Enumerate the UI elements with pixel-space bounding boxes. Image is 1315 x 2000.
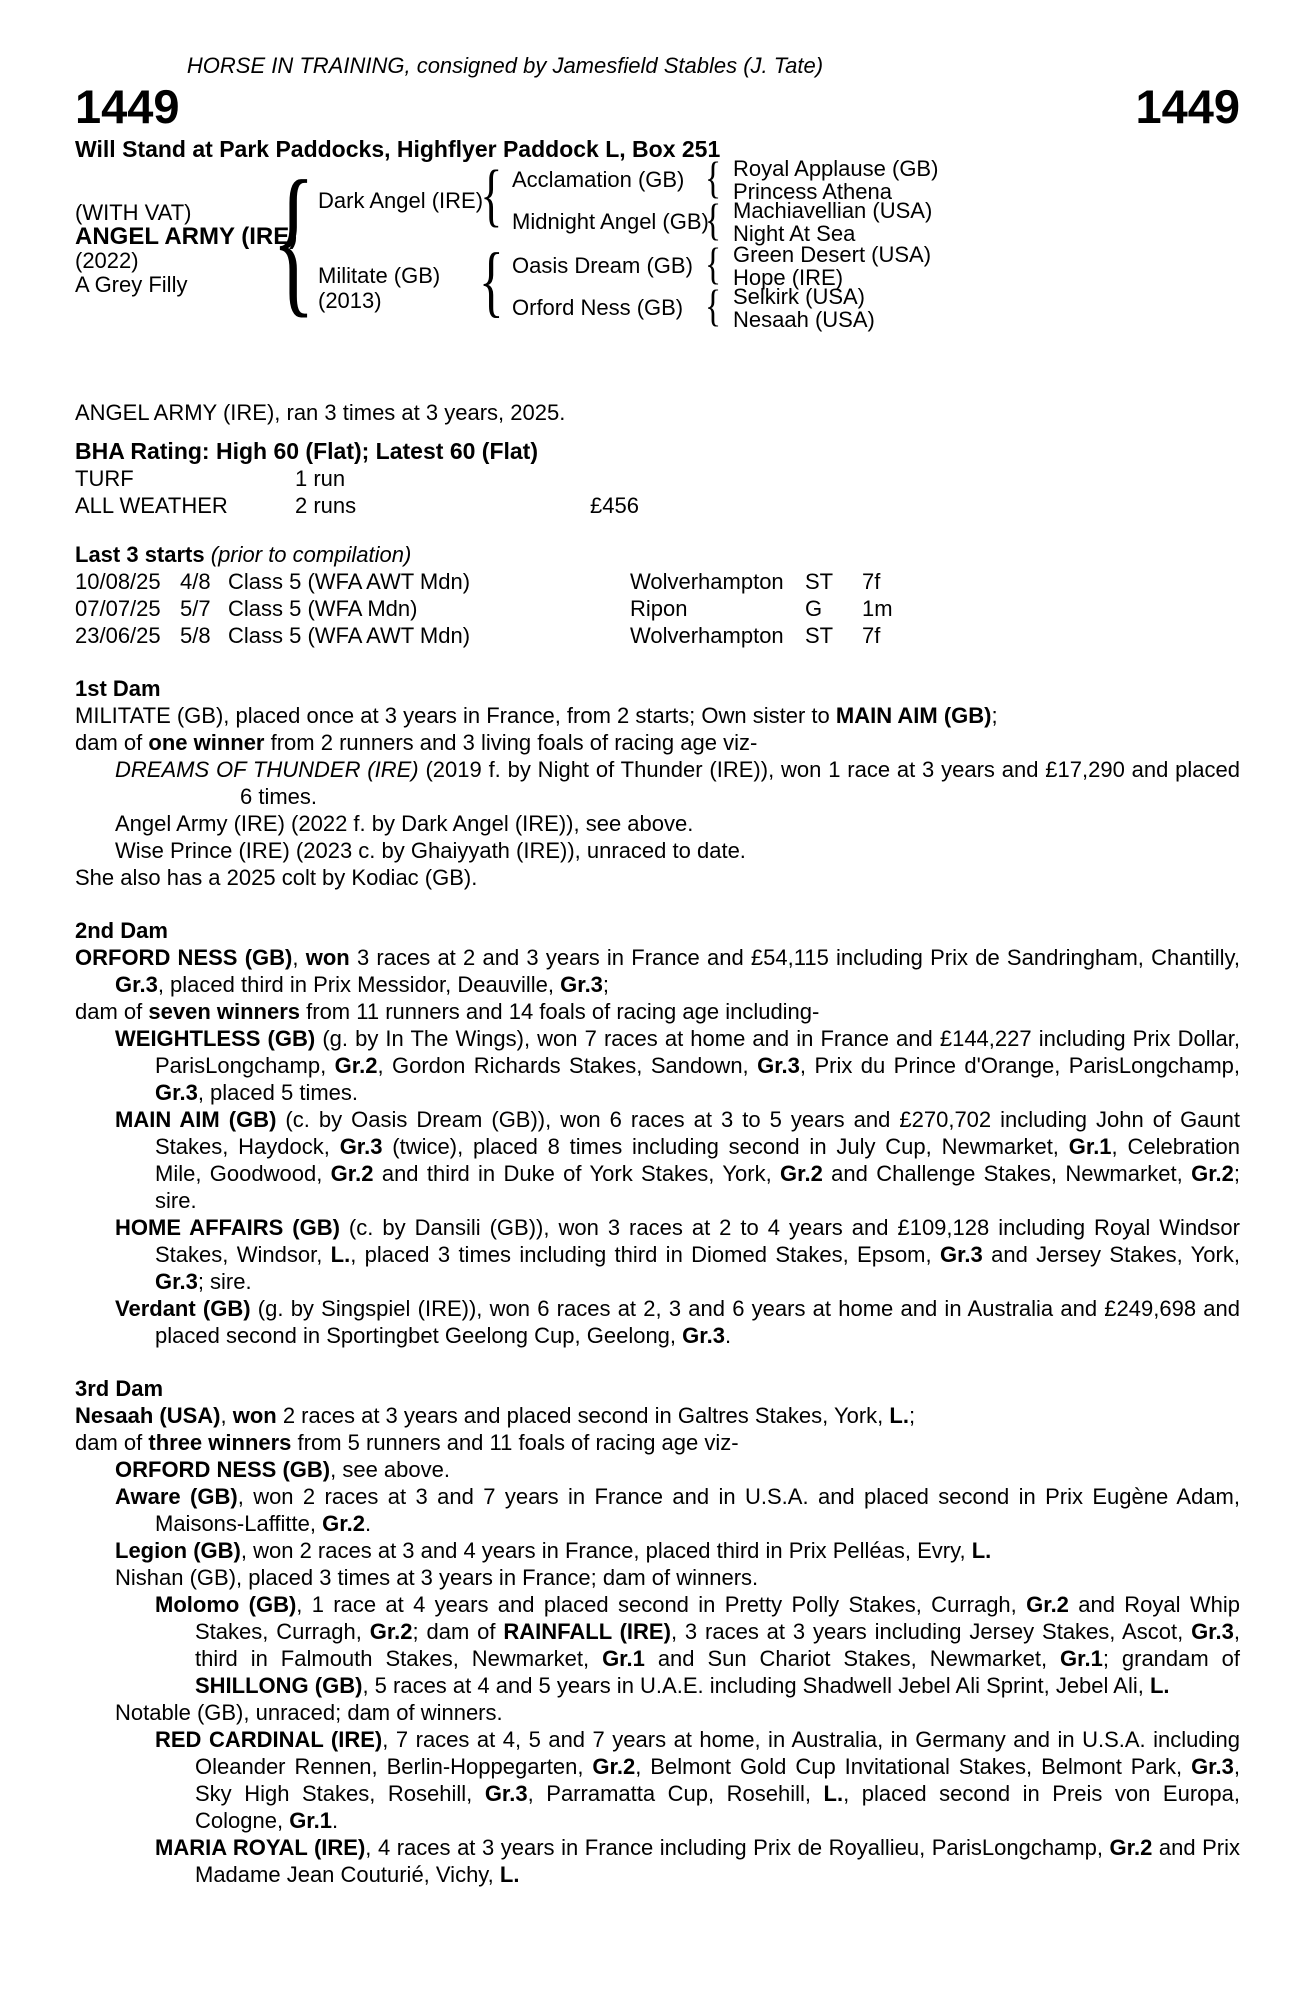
consignor-line: HORSE IN TRAINING, consigned by Jamesfield Stables (J. Tate) bbox=[186, 53, 824, 78]
ancestor-name: Night At Sea bbox=[733, 221, 856, 246]
pedigree-paragraph: DREAMS OF THUNDER (IRE) (2019 f. by Night of Thunder (IRE)), won 1 race at 3 years and £17,290 and placed 6 times. bbox=[115, 757, 1240, 809]
race-summary-line: ANGEL ARMY (IRE), ran 3 times at 3 years, 2025. bbox=[75, 400, 566, 425]
start-distance: 1m bbox=[862, 596, 893, 621]
pedigree-paragraph: Molomo (GB), 1 race at 4 years and placed second in Pretty Polly Stakes, Curragh, Gr.2 and Royal Whip Stakes, Curragh, Gr.2; dam of RAINFALL (IRE), 3 races at 3 years including Jersey Stakes, Ascot, Gr.3, third in Falmouth Stakes, Newmarket, Gr.1 and Sun Chariot Stakes, Newmarket, Gr.1; grandam of SHILLONG (GB), 5 races at 4 and 5 years in U.A.E. including Shadwell Jebel Ali Sprint, Jebel Ali, L. bbox=[155, 1592, 1240, 1698]
sire-sire-name: Acclamation (GB) bbox=[512, 167, 685, 192]
surface-earnings bbox=[590, 465, 1240, 492]
pedigree-brace-sire bbox=[478, 161, 504, 229]
pedigree-paragraph: ORFORD NESS (GB), won 3 races at 2 and 3 years in France and £54,115 including Prix de Sandringham, Chantilly, Gr.3, placed third in Prix Messidor, Deauville, Gr.3; bbox=[75, 945, 1240, 997]
surface-label: TURF bbox=[75, 466, 134, 491]
start-row bbox=[75, 568, 1240, 595]
horse-identity-block bbox=[75, 201, 297, 297]
pedigree-table bbox=[75, 157, 1240, 337]
pedigree-paragraph: Legion (GB), won 2 races at 3 and 4 years in France, placed third in Prix Pelléas, Evry, L. bbox=[115, 1538, 992, 1563]
sire-dam-name: Midnight Angel (GB) bbox=[512, 209, 709, 234]
pedigree-paragraph: Notable (GB), unraced; dam of winners. bbox=[115, 1700, 503, 1725]
start-distance: 7f bbox=[862, 623, 881, 648]
pedigree-paragraph: Verdant (GB) (g. by Singspiel (IRE)), won 6 races at 2, 3 and 6 years at home and in Australia and £249,698 and placed second in Sportingbet Geelong Cup, Geelong, Gr.3. bbox=[115, 1296, 1240, 1348]
pedigree-paragraph: WEIGHTLESS (GB) (g. by In The Wings), won 7 races at home and in France and £144,227 including Prix Dollar, ParisLongchamp, Gr.2, Gordon Richards Stakes, Sandown, Gr.3, Prix du Prince d'Orange, ParisLongchamp, Gr.3, placed 5 times. bbox=[115, 1026, 1240, 1105]
ancestor-name: Hope (IRE) bbox=[733, 265, 844, 290]
surface-runs: 2 runs bbox=[295, 493, 357, 518]
second-dam-section bbox=[75, 917, 1240, 1349]
ancestor-name: Royal Applause (GB) bbox=[733, 156, 939, 181]
ancestor-name: Selkirk (USA) bbox=[733, 284, 866, 309]
start-race: Class 5 (WFA AWT Mdn) bbox=[228, 623, 471, 648]
pedigree-paragraph: ORFORD NESS (GB), see above. bbox=[115, 1457, 450, 1482]
start-going: G bbox=[805, 596, 823, 621]
start-date: 10/08/25 bbox=[75, 569, 161, 594]
pedigree-paragraph: Aware (GB), won 2 races at 3 and 7 years in France and in U.S.A. and placed second in Prix Eugène Adam, Maisons-Laffitte, Gr.2. bbox=[115, 1484, 1240, 1536]
pedigree-brace-dam bbox=[478, 243, 504, 319]
ancestor-name: Machiavellian (USA) bbox=[733, 198, 933, 223]
dam-dam-name: Orford Ness (GB) bbox=[512, 295, 684, 320]
ancestor-name: Green Desert (USA) bbox=[733, 242, 932, 267]
dam-year: (2013) bbox=[318, 288, 382, 313]
dam-sire-name: Oasis Dream (GB) bbox=[512, 253, 693, 278]
start-course: Ripon bbox=[630, 596, 688, 621]
surface-record-table bbox=[75, 465, 1240, 519]
pedigree-paragraph: Nesaah (USA), won 2 races at 3 years and placed second in Galtres Stakes, York, L.; bbox=[75, 1403, 916, 1428]
horse-name: ANGEL ARMY (IRE) bbox=[75, 223, 298, 250]
pedigree-paragraph: She also has a 2025 colt by Kodiac (GB). bbox=[75, 865, 478, 890]
start-race: Class 5 (WFA Mdn) bbox=[228, 596, 418, 621]
pedigree-paragraph: dam of three winners from 5 runners and 11 foals of racing age viz- bbox=[75, 1430, 739, 1455]
pedigree-paragraph: dam of one winner from 2 runners and 3 living foals of racing age viz- bbox=[75, 730, 758, 755]
surface-runs: 1 run bbox=[295, 466, 346, 491]
dam-block bbox=[318, 263, 440, 313]
start-going: ST bbox=[805, 569, 834, 594]
great-grandparents-4 bbox=[733, 285, 875, 331]
surface-row bbox=[75, 492, 1240, 519]
horse-year: (2022) bbox=[75, 248, 139, 273]
section-heading: 2nd Dam bbox=[75, 918, 168, 943]
dam-name: Militate (GB) bbox=[318, 263, 441, 288]
stand-location-line: Will Stand at Park Paddocks, Highflyer Paddock L, Box 251 bbox=[75, 136, 721, 162]
bha-rating-line: BHA Rating: High 60 (Flat); Latest 60 (Flat) bbox=[75, 438, 538, 464]
start-course: Wolverhampton bbox=[630, 569, 784, 594]
start-date: 23/06/25 bbox=[75, 623, 161, 648]
start-course: Wolverhampton bbox=[630, 623, 784, 648]
pedigree-paragraph: Nishan (GB), placed 3 times at 3 years in France; dam of winners. bbox=[115, 1565, 759, 1590]
great-grandparents-2 bbox=[733, 199, 932, 245]
pedigree-paragraph: MARIA ROYAL (IRE), 4 races at 3 years in France including Prix de Royallieu, ParisLongchamp, Gr.2 and Prix Madame Jean Couturié, Vichy, L. bbox=[155, 1835, 1241, 1887]
lot-number-row bbox=[75, 80, 1240, 133]
last-starts-label: Last 3 starts bbox=[75, 542, 205, 567]
pedigree-paragraph: HOME AFFAIRS (GB) (c. by Dansili (GB)), won 3 races at 2 to 4 years and £109,128 including Royal Windsor Stakes, Windsor, L., placed 3 times including third in Diomed Stakes, Epsom, Gr.3 and Jersey Stakes, York, Gr.3; sire. bbox=[115, 1215, 1240, 1294]
pedigree-brace-g3 bbox=[705, 243, 721, 287]
with-vat-note: (WITH VAT) bbox=[75, 200, 192, 225]
first-dam-section bbox=[75, 675, 1240, 891]
pedigree-paragraph: Angel Army (IRE) (2022 f. by Dark Angel (IRE)), see above. bbox=[115, 811, 694, 836]
surface-earnings: £456 bbox=[590, 493, 639, 518]
start-row bbox=[75, 622, 1240, 649]
pedigree-brace-main bbox=[273, 159, 313, 319]
last-starts-table bbox=[75, 568, 1240, 649]
last-starts-heading bbox=[75, 541, 1240, 568]
pedigree-paragraph: RED CARDINAL (IRE), 7 races at 4, 5 and 7 years at home, in Australia, in Germany and in U.S.A. including Oleander Rennen, Berlin-Hoppegarten, Gr.2, Belmont Gold Cup Invitational Stakes, Belmont Park, Gr.3, Sky High Stakes, Rosehill, Gr.3, Parramatta Cup, Rosehill, L., placed second in Preis von Europa, Cologne, Gr.1. bbox=[155, 1727, 1241, 1833]
start-position: 5/8 bbox=[180, 623, 211, 648]
great-grandparents-3 bbox=[733, 243, 931, 289]
horse-description: A Grey Filly bbox=[75, 272, 188, 297]
lot-number-left: 1449 bbox=[75, 80, 180, 133]
start-going: ST bbox=[805, 623, 834, 648]
lot-number-right: 1449 bbox=[1135, 80, 1240, 133]
last-starts-note: (prior to compilation) bbox=[210, 542, 412, 567]
surface-row bbox=[75, 465, 1240, 492]
pedigree-brace-g4 bbox=[705, 285, 721, 329]
pedigree-brace-g2 bbox=[705, 199, 721, 243]
pedigree-paragraph: MAIN AIM (GB) (c. by Oasis Dream (GB)), won 6 races at 3 to 5 years and £270,702 including John of Gaunt Stakes, Haydock, Gr.3 (twice), placed 8 times including second in July Cup, Newmarket, Gr.1, Celebration Mile, Goodwood, Gr.2 and third in Duke of York Stakes, York, Gr.2 and Challenge Stakes, Newmarket, Gr.2; sire. bbox=[115, 1107, 1241, 1213]
pedigree-paragraph: Wise Prince (IRE) (2023 c. by Ghaiyyath (IRE)), unraced to date. bbox=[115, 838, 746, 863]
pedigree-paragraph: MILITATE (GB), placed once at 3 years in France, from 2 starts; Own sister to MAIN AIM (GB); bbox=[75, 703, 998, 728]
surface-label: ALL WEATHER bbox=[75, 493, 228, 518]
start-date: 07/07/25 bbox=[75, 596, 161, 621]
ancestor-name: Princess Athena bbox=[733, 179, 892, 204]
start-race: Class 5 (WFA AWT Mdn) bbox=[228, 569, 471, 594]
start-distance: 7f bbox=[862, 569, 881, 594]
pedigree-paragraph: dam of seven winners from 11 runners and 14 foals of racing age including- bbox=[75, 999, 820, 1024]
great-grandparents-1 bbox=[733, 157, 938, 203]
third-dam-section bbox=[75, 1375, 1240, 1888]
start-row bbox=[75, 595, 1240, 622]
start-position: 5/7 bbox=[180, 596, 211, 621]
pedigree-brace-g1 bbox=[705, 157, 721, 201]
ancestor-name: Nesaah (USA) bbox=[733, 307, 875, 332]
section-heading: 3rd Dam bbox=[75, 1376, 164, 1401]
start-position: 4/8 bbox=[180, 569, 211, 594]
sire-name: Dark Angel (IRE) bbox=[318, 188, 484, 213]
section-heading: 1st Dam bbox=[75, 676, 161, 701]
